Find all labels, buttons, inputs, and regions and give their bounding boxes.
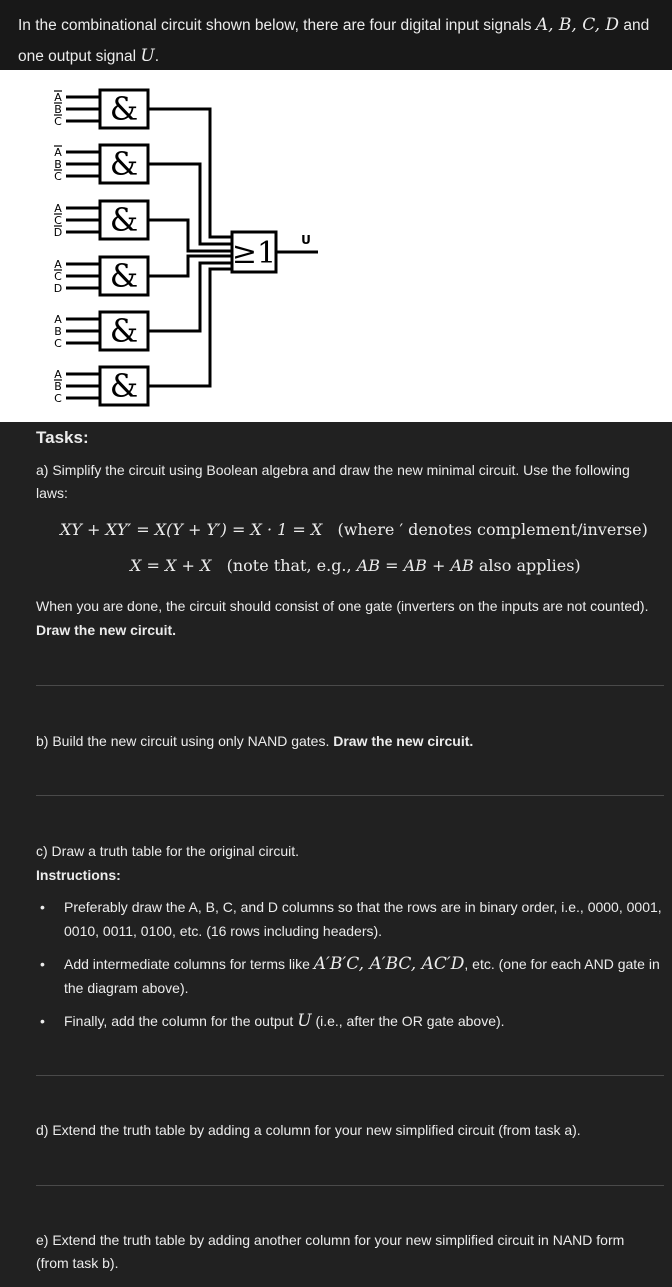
equation-1: XY + XY′ = X(Y + Y′) = X · 1 = X (where ′ denotes complement/inverse) [60,520,648,539]
input-label: C [54,337,62,350]
gate-output-wire [148,256,232,276]
divider [36,1185,664,1186]
gate-output-wire [148,263,232,331]
task-d-text: d) Extend the truth table by adding a column for your new simplified circuit (from task a). [36,1122,581,1138]
input-label: D [53,282,63,295]
input-label: B [54,158,62,171]
and-gate-label: & [109,257,139,295]
tasks-heading: Tasks: [36,428,89,447]
intro-text: In the combinational circuit shown below, there are four digital input signals A, B, C, D and one output signal U. [18,15,650,66]
list-item: • Preferably draw the A, B, C, and D columns so that the rows are in binary order, i.e., 0000, 0001, 0010, 0011, 0100, etc. (16 rows including headers). [36,895,666,943]
input-label: C [54,270,62,283]
input-label: A [54,146,62,159]
input-variables: A, B, C, D [535,15,620,35]
equation-2: X = X + X (note that, e.g., AB = AB + AB also applies) [130,556,581,575]
input-label: A [54,368,62,381]
input-label: A [54,313,62,326]
task-a-done: When you are done, the circuit should consist of one gate (inverters on the inputs are not counted). [36,598,649,614]
list-item: • Add intermediate columns for terms like A′B′C, A′BC, AC′D, etc. (one for each AND gate in the diagram above). [36,952,666,1000]
or-gate-label: ≥1 [231,236,277,271]
circuit-diagram [0,70,672,422]
input-label: D [53,226,63,239]
and-gate-label: & [109,145,139,183]
and-gate-label: & [109,312,139,350]
instruction-list [36,895,666,1042]
input-label: A [54,258,62,271]
gate-output-wire [148,164,232,244]
divider [36,795,664,796]
gate-output-wire [148,269,232,386]
divider [36,1075,664,1076]
input-label: C [54,214,62,227]
task-b-text: b) Build the new circuit using only NAND gates. Draw the new circuit. [36,733,474,749]
input-label: A [54,91,62,104]
divider [36,685,664,686]
output-label: U [301,233,311,247]
task-e-text: e) Extend the truth table by adding another column for your new simplified circuit in NAND form (from task b). [36,1232,625,1271]
task-c-text: c) Draw a truth table for the original circuit. [36,843,299,859]
and-gate-label: & [109,367,139,405]
task-c-instructions: Instructions: [36,867,121,883]
list-item: • Finally, add the column for the output U (i.e., after the OR gate above). [36,1009,666,1033]
output-variable: U [140,46,155,66]
input-label: B [54,103,62,116]
gate-output-wire [148,109,232,237]
task-a-text: a) Simplify the circuit using Boolean algebra and draw the new minimal circuit. Use the following laws: [36,462,630,501]
input-label: C [54,115,62,128]
input-label: C [54,170,62,183]
input-label: B [54,380,62,393]
input-label: B [54,325,62,338]
input-label: C [54,392,62,405]
task-a-draw: Draw the new circuit. [36,622,177,638]
and-gate-label: & [109,201,139,239]
input-label: A [54,202,62,215]
circuit-svg [0,70,672,422]
and-gate-label: & [109,90,139,128]
